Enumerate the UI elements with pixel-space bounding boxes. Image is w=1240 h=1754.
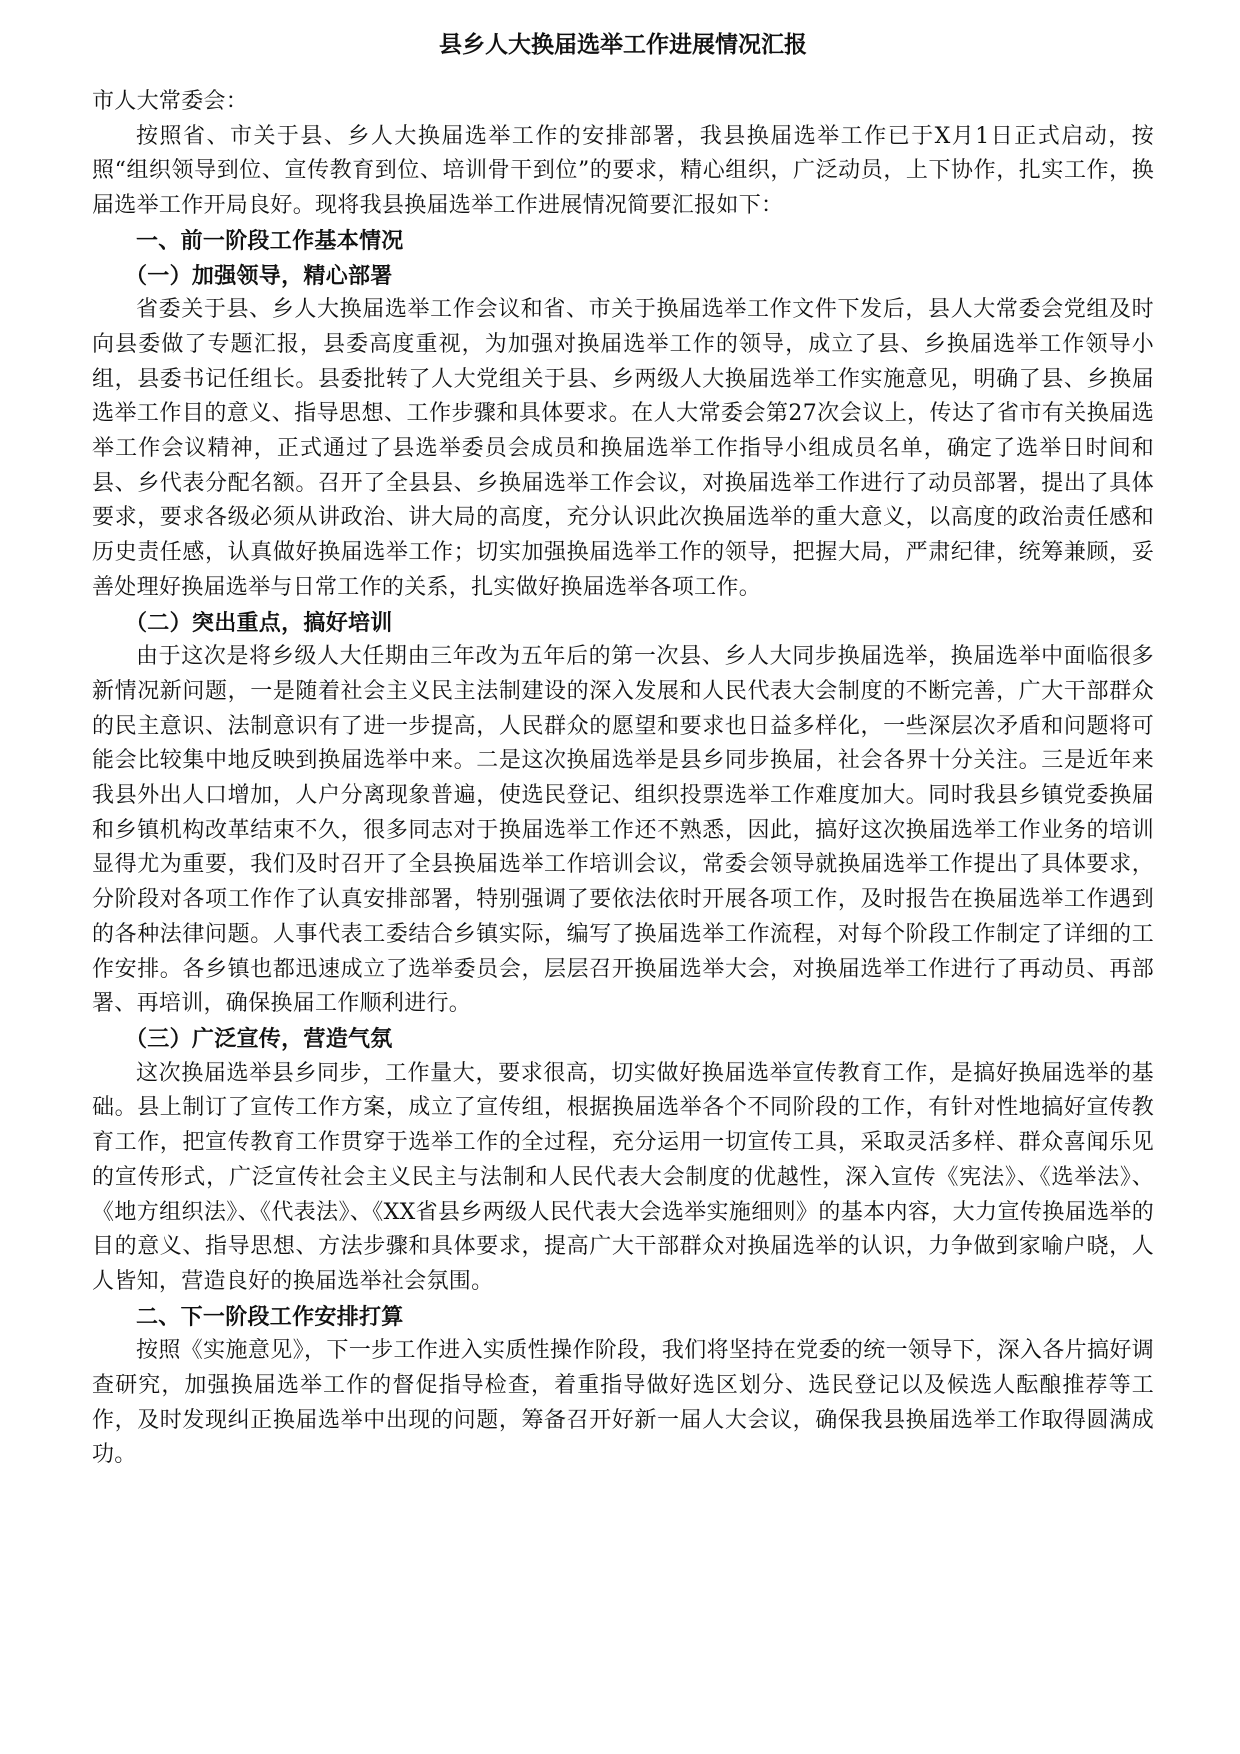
salutation: 市人大常委会：	[92, 89, 249, 114]
subsection-3-body: 这次换届选举县乡同步，工作量大，要求很高，切实做好换届选举宣传教育工作，是搞好换届选举的基础。县上制订了宣传工作方案，成立了宣传组，根据换届选举各个不同阶段的工作，有针对性地搞好宣传教育工作，把宣传教育工作贯穿于选举工作的全过程，充分运用一切宣传工具，采取灵活多样、群众喜闻乐见的宣传形式，广泛宣传社会主义民主与法制和人民代表大会制度的优越性，深入宣传《宪法》、《选举法》、《地方组织法》、《代表法》、《XX省县乡两级人民代表大会选举实施细则》的基本内容，大力宣传换届选举的目的意义、指导思想、方法步骤和具体要求，提高广大干部群众对换届选举的认识，力争做到家喻户晓，人人皆知，营造良好的换届选举社会氛围。	[92, 1060, 1154, 1294]
document-page	[92, 28, 1154, 1473]
subsection-3-heading: （三）广泛宣传，营造气氛	[125, 1025, 393, 1052]
section-1-heading: 一、前一阶段工作基本情况	[136, 227, 404, 254]
section-2-body: 按照《实施意见》，下一步工作进入实质性操作阶段，我们将坚持在党委的统一领导下，深入各片搞好调查研究，加强换届选举工作的督促指导检查，着重指导做好选区划分、选民登记以及候选人酝酿推荐等工作，及时发现纠正换届选举中出现的问题，筹备召开好新一届人大会议，确保我县换届选举工作取得圆满成功。	[92, 1338, 1154, 1468]
subsection-1-heading: （一）加强领导，精心部署	[125, 262, 393, 289]
intro-paragraph: 按照省、市关于县、乡人大换届选举工作的安排部署，我县换届选举工作已于X月1日正式启动，按照“组织领导到位、宣传教育到位、培训骨干到位”的要求，精心组织，广泛动员，上下协作，扎实工作，换届选举工作开局良好。现将我县换届选举工作进展情况简要汇报如下：	[92, 123, 1154, 219]
subsection-2-heading: （二）突出重点，搞好培训	[125, 609, 393, 636]
section-2-heading: 二、下一阶段工作安排打算	[136, 1303, 404, 1330]
document-title: 县乡人大换届选举工作进展情况汇报	[439, 31, 807, 58]
subsection-1-body: 省委关于县、乡人大换届选举工作会议和省、市关于换届选举工作文件下发后，县人大常委会党组及时向县委做了专题汇报，县委高度重视，为加强对换届选举工作的领导，成立了县、乡换届选举工作领导小组，县委书记任组长。县委批转了人大党组关于县、乡两级人大换届选举工作实施意见，明确了县、乡换届选举工作目的意义、指导思想、工作步骤和具体要求。在人大常委会第27次会议上，传达了省市有关换届选举工作会议精神，正式通过了县选举委员会成员和换届选举工作指导小组成员名单，确定了选举日时间和县、乡代表分配名额。召开了全县县、乡换届选举工作会议，对换届选举工作进行了动员部署，提出了具体要求，要求各级必须从讲政治、讲大局的高度，充分认识此次换届选举的重大意义，以高度的政治责任感和历史责任感，认真做好换届选举工作；切实加强换届选举工作的领导，把握大局，严肃纪律，统筹兼顾，妥善处理好换届选举与日常工作的关系，扎实做好换届选举各项工作。	[92, 297, 1154, 600]
subsection-2-body: 由于这次是将乡级人大任期由三年改为五年后的第一次县、乡人大同步换届选举，换届选举中面临很多新情况新问题，一是随着社会主义民主法制建设的深入发展和人民代表大会制度的不断完善，广大干部群众的民主意识、法制意识有了进一步提高，人民群众的愿望和要求也日益多样化，一些深层次矛盾和问题将可能会比较集中地反映到换届选举中来。二是这次换届选举是县乡同步换届，社会各界十分关注。三是近年来我县外出人口增加，人户分离现象普遍，使选民登记、组织投票选举工作难度加大。同时我县乡镇党委换届和乡镇机构改革结束不久，很多同志对于换届选举工作还不熟悉，因此，搞好这次换届选举工作业务的培训显得尤为重要，我们及时召开了全县换届选举工作培训会议，常委会领导就换届选举工作提出了具体要求，分阶段对各项工作作了认真安排部署，特别强调了要依法依时开展各项工作，及时报告在换届选举工作遇到的各种法律问题。人事代表工委结合乡镇实际，编写了换届选举工作流程，对每个阶段工作制定了详细的工作安排。各乡镇也都迅速成立了选举委员会，层层召开换届选举大会，对换届选举工作进行了再动员、再部署、再培训，确保换届工作顺利进行。	[92, 644, 1154, 1017]
